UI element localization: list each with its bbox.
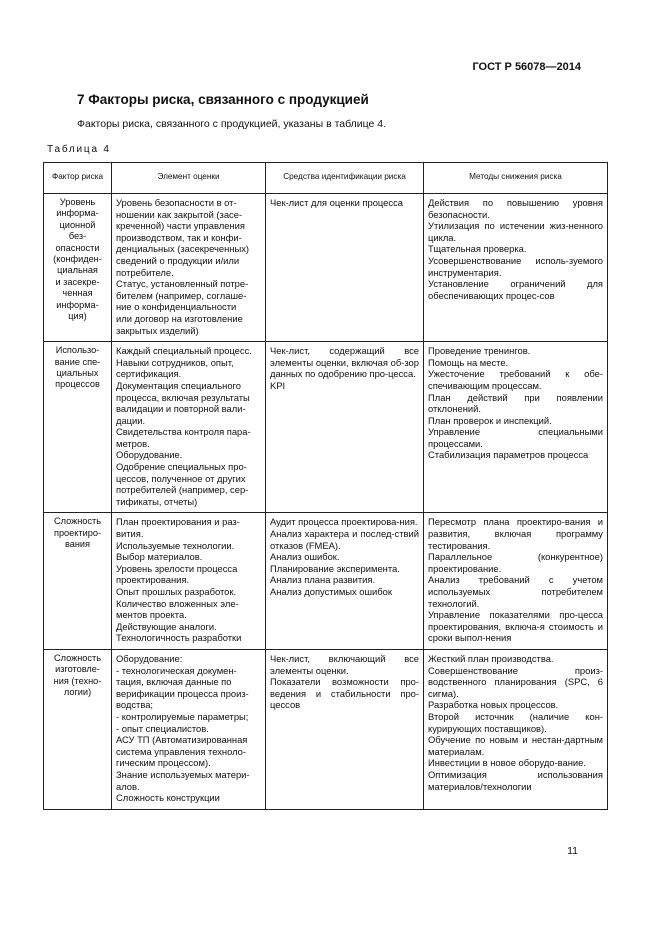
cell-line: сертификация. — [116, 368, 182, 380]
cell-identification-means — [266, 649, 424, 809]
cell-line: Статус, установленный потре- — [116, 278, 249, 290]
cell-line: Планирование эксперимента. — [270, 562, 400, 574]
cell-risk-factor — [44, 194, 112, 342]
cell-line: вания — [64, 539, 91, 550]
cell-line: План проверок и инспекций. — [428, 414, 552, 426]
header-identification: Средства идентификации риска — [266, 163, 424, 194]
cell-line: проектирования. — [116, 574, 190, 586]
cell-line: Каждый специальный процесс. — [116, 345, 252, 357]
cell-line: потребителей (например, сер- — [116, 484, 249, 496]
cell-line: логии) — [63, 687, 92, 698]
cell-line: Количество вложенных эле- — [116, 597, 239, 609]
table-row — [44, 342, 608, 513]
cell-line: Управление специальными процессами. — [428, 426, 603, 449]
cell-line: Сложность — [53, 516, 102, 527]
table-header-row — [44, 163, 608, 194]
cell-line: Используемые технологии. — [116, 539, 235, 551]
document-code: ГОСТ Р 56078—2014 — [472, 61, 581, 73]
cell-line: водства; — [116, 699, 154, 711]
cell-line: циальных — [56, 367, 99, 378]
cell-line: опасности — [55, 242, 100, 253]
cell-line: тация, включая данные по — [116, 676, 232, 688]
cell-line: закрытых изделий) — [116, 324, 199, 336]
cell-line: Разработка новых процессов. — [428, 699, 559, 711]
cell-line: - контролируемые параметры; — [116, 710, 249, 722]
cell-line: Действующие аналоги. — [116, 620, 217, 632]
cell-line: АСУ ТП (Автоматизированная — [116, 734, 248, 746]
table-caption: Таблица 4 — [47, 144, 111, 155]
cell-line: Оптимизация использования материалов/технологии — [428, 768, 603, 792]
section-heading: 7 Факторы риска, связанного с продукцией — [77, 92, 369, 107]
cell-line: Выбор материалов. — [116, 551, 203, 563]
cell-line: Совершенствование произ-водственного планирования (SPC, 6 сигма). — [428, 664, 603, 699]
cell-line: или договор на изготовление — [116, 312, 243, 324]
cell-risk-factor — [44, 342, 112, 513]
cell-line: Сложность — [53, 652, 102, 663]
cell-line: Чек-лист для оценки процесса — [270, 197, 403, 208]
cell-mitigation-methods — [424, 513, 608, 650]
cell-line: процесса, включая результаты — [116, 391, 250, 403]
cell-line: вития. — [116, 528, 144, 540]
cell-line: Свидетельства контроля пара- — [116, 426, 251, 438]
cell-line: Ужесточение требований к обе-спечивающим процессам. — [428, 368, 603, 391]
cell-line: процессов — [55, 379, 100, 390]
cell-line: Пересмотр плана проектиро-вания и развития, включая программу тестирования. — [428, 516, 603, 551]
cell-line: бителем (например, соглаше- — [116, 289, 247, 301]
cell-line: Показатели возможности про-ведения и стабильности про-цессов — [270, 676, 419, 711]
cell-line: валидации и повторной вали- — [116, 403, 246, 415]
cell-line: - опыт специалистов. — [116, 722, 209, 734]
cell-identification-means — [266, 342, 424, 513]
cell-line: циальная — [57, 265, 98, 276]
cell-line: Чек-лист, содержащий все элементы оценки, включая об-зор данных по одобрению про-цесса. — [270, 345, 419, 380]
cell-line: Технологичность разработки — [116, 632, 242, 644]
risk-factors-table — [43, 162, 608, 810]
cell-line: Жесткий план производства. — [428, 652, 554, 664]
cell-line: сведений о продукции и/или — [116, 254, 240, 266]
cell-line: проектиро- — [53, 527, 102, 538]
cell-line: Управление показателями про-цесса проектирования, включа-я стоимость и сроки выпол-нения — [428, 609, 603, 644]
cell-line: Установление ограничений для обеспечивающих процес-сов — [428, 278, 603, 301]
cell-line: Анализ требований с учетом используемых потребителем технологий. — [428, 574, 603, 609]
cell-line: Чек-лист, включающий все элементы оценки. — [270, 652, 419, 676]
cell-line: KPI — [270, 379, 286, 391]
header-methods: Методы снижения риска — [424, 163, 608, 194]
cell-assessment-element — [112, 342, 266, 513]
table-row — [44, 194, 608, 342]
cell-line: Действия по повышению уровня безопасности. — [428, 197, 603, 220]
cell-line: (конфиден- — [53, 254, 102, 265]
cell-line: Оборудование: — [116, 652, 183, 664]
cell-line: ционной — [59, 219, 96, 230]
cell-assessment-element — [112, 649, 266, 809]
cell-line: Проведение тренингов. — [428, 345, 531, 357]
cell-line: изготовле- — [55, 664, 100, 675]
cell-line: производством, так и конфи- — [116, 231, 242, 243]
cell-line: Навыки сотрудников, опыт, — [116, 356, 234, 368]
cell-line: ние о конфиденциальности — [116, 301, 237, 313]
cell-risk-factor — [44, 649, 112, 809]
cell-line: Анализ ошибок. — [270, 551, 340, 563]
cell-line: верификации процесса произ- — [116, 687, 249, 699]
cell-line: Сложность конструкции — [116, 792, 220, 804]
cell-line: План действий при появлении отклонений. — [428, 391, 603, 415]
cell-line: Стабилизация параметров процесса — [428, 449, 589, 461]
cell-line: тификаты, отчеты) — [116, 495, 198, 507]
cell-identification-means — [266, 513, 424, 650]
cell-line: Второй источник (наличие кон-курирующих поставщиков). — [428, 710, 603, 734]
cell-mitigation-methods — [424, 194, 608, 342]
header-element: Элемент оценки — [112, 163, 266, 194]
cell-mitigation-methods — [424, 342, 608, 513]
cell-line: Анализ характера и послед-ствий отказов (FMEA). — [270, 528, 419, 551]
cell-line: Уровень — [59, 197, 96, 207]
header-factor: Фактор риска — [44, 163, 112, 194]
cell-line: вание спе- — [54, 356, 101, 367]
cell-line: креченной) части управления — [116, 220, 245, 232]
cell-line: потребителе. — [116, 266, 174, 278]
cell-line: Одобрение специальных про- — [116, 461, 247, 473]
cell-line: алов. — [116, 780, 140, 792]
cell-line: - технологическая докумен- — [116, 664, 237, 676]
page-number: 11 — [567, 845, 578, 857]
cell-risk-factor — [44, 513, 112, 650]
cell-line: Знание используемых матери- — [116, 768, 250, 780]
cell-assessment-element — [112, 513, 266, 650]
table-row — [44, 513, 608, 650]
cell-line: Документация специального — [116, 379, 241, 391]
cell-line: денциальных (засекреченных) — [116, 243, 249, 255]
cell-line: Помощь на месте. — [428, 356, 509, 368]
cell-line: Утилизация по истечении жиз-ненного цикла. — [428, 220, 603, 243]
cell-mitigation-methods — [424, 649, 608, 809]
cell-line: Параллельное (конкурентное) проектирование. — [428, 551, 603, 574]
cell-line: Уровень безопасности в от- — [116, 197, 237, 208]
cell-line: и засекре- — [55, 276, 100, 287]
cell-line: ция) — [68, 311, 87, 322]
cell-line: Инвестиции в новое оборудо-вание. — [428, 757, 586, 769]
cell-line: ментов проекта. — [116, 609, 187, 621]
cell-line: гическим процессом). — [116, 757, 211, 769]
cell-line: информа- — [56, 299, 99, 310]
cell-identification-means — [266, 194, 424, 342]
cell-line: дации. — [116, 414, 146, 426]
cell-line: информа- — [56, 208, 99, 219]
cell-line: Аудит процесса проектирова-ния. — [270, 516, 418, 528]
cell-line: План проектирования и раз- — [116, 516, 240, 528]
cell-line: Усовершенствование исполь-зуемого инструментария. — [428, 254, 603, 278]
cell-line: без- — [68, 231, 87, 242]
cell-line: система управления техноло- — [116, 745, 246, 757]
cell-line: метров. — [116, 437, 150, 449]
cell-line: Использо- — [55, 345, 100, 356]
cell-line: ния (техно- — [53, 675, 102, 686]
cell-line: Тщательная проверка. — [428, 243, 527, 255]
cell-line: Анализ допустимых ошибок — [270, 586, 392, 597]
cell-line: Обучение по новым и нестан-дартным материалам. — [428, 734, 603, 757]
cell-assessment-element — [112, 194, 266, 342]
cell-line: Уровень зрелости процесса — [116, 562, 238, 574]
cell-line: ношении как закрытой (засе- — [116, 208, 243, 220]
section-intro: Факторы риска, связанного с продукцией, указаны в таблице 4. — [77, 118, 387, 130]
cell-line: Опыт прошлых разработок. — [116, 586, 237, 597]
table-row — [44, 649, 608, 809]
cell-line: цессов, полученное от других — [116, 472, 246, 484]
cell-line: Оборудование. — [116, 449, 183, 461]
cell-line: Анализ плана развития. — [270, 574, 376, 586]
cell-line: ченная — [62, 288, 93, 299]
